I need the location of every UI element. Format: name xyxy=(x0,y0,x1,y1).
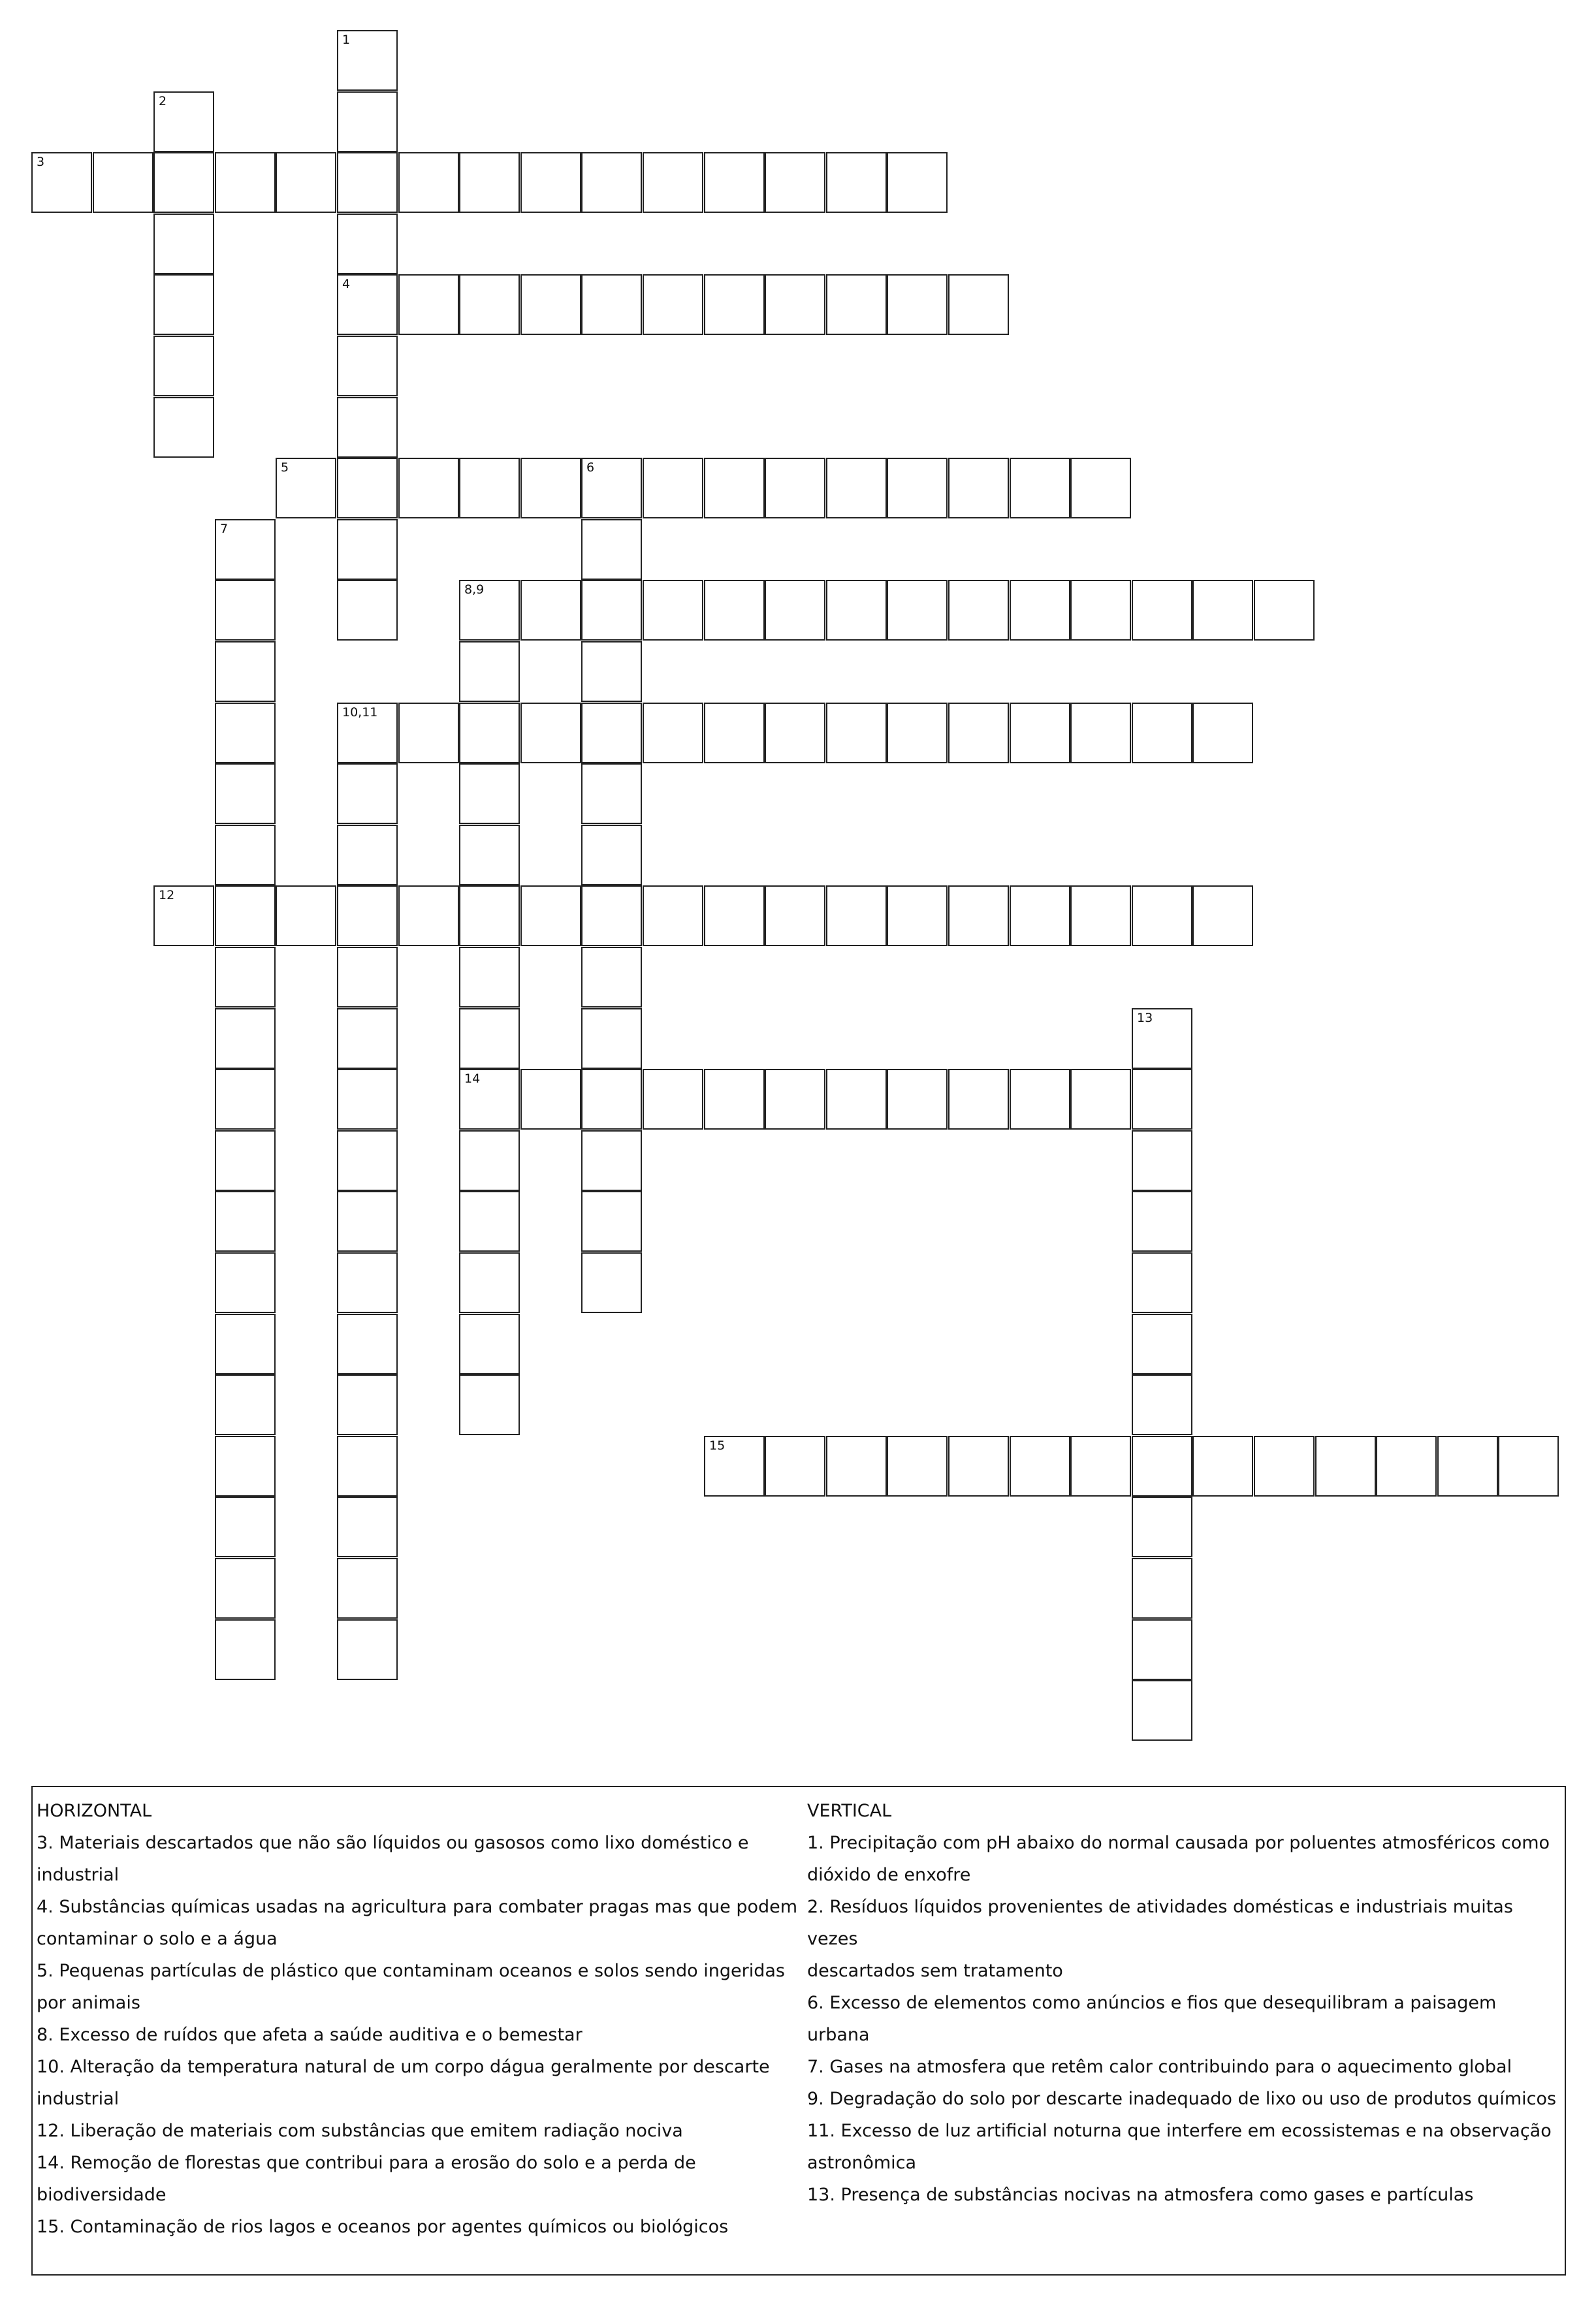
grid-cell[interactable] xyxy=(337,1252,398,1313)
grid-cell[interactable] xyxy=(337,825,398,885)
grid-cell[interactable] xyxy=(93,152,153,213)
grid-cell[interactable] xyxy=(276,152,336,213)
grid-cell[interactable] xyxy=(459,1130,520,1191)
grid-cell[interactable] xyxy=(643,885,703,946)
grid-cell[interactable] xyxy=(948,274,1009,335)
grid-cell[interactable] xyxy=(948,703,1009,763)
grid-cell[interactable] xyxy=(1070,580,1131,641)
clue-line: dióxido de enxofre xyxy=(807,1865,971,1885)
grid-cell[interactable] xyxy=(459,1008,520,1069)
grid-cell[interactable] xyxy=(581,152,642,213)
clue-number: 5 xyxy=(281,460,289,475)
grid-cell[interactable] xyxy=(765,885,825,946)
grid-cell[interactable] xyxy=(215,1619,276,1680)
grid-cell[interactable] xyxy=(1132,1191,1192,1252)
grid-cell[interactable] xyxy=(459,152,520,213)
grid-cell[interactable] xyxy=(581,763,642,824)
grid-cell[interactable] xyxy=(337,1497,398,1557)
grid-cell[interactable] xyxy=(1070,885,1131,946)
grid-cell[interactable] xyxy=(520,458,581,518)
grid-cell[interactable] xyxy=(215,825,276,885)
grid-cell[interactable] xyxy=(887,458,948,518)
grid-cell[interactable] xyxy=(459,1314,520,1374)
grid-cell[interactable] xyxy=(1132,580,1192,641)
grid-cell[interactable] xyxy=(704,1069,765,1130)
grid-cell[interactable] xyxy=(581,580,642,641)
grid-cell[interactable] xyxy=(948,580,1009,641)
grid-cell[interactable] xyxy=(153,397,214,458)
grid-cell[interactable] xyxy=(459,825,520,885)
grid-cell[interactable] xyxy=(765,703,825,763)
grid-cell[interactable] xyxy=(215,1436,276,1497)
grid-cell[interactable] xyxy=(765,1069,825,1130)
grid-cell[interactable] xyxy=(765,458,825,518)
grid-cell[interactable] xyxy=(1254,1436,1315,1497)
grid-cell[interactable] xyxy=(581,825,642,885)
grid-cell[interactable] xyxy=(887,885,948,946)
grid-cell[interactable] xyxy=(276,885,336,946)
grid-cell[interactable] xyxy=(1132,885,1192,946)
clue-line: 9. Degradação do solo por descarte inadequado de lixo ou uso de produtos químicos xyxy=(807,2089,1557,2109)
grid-cell[interactable] xyxy=(826,1436,887,1497)
grid-cell[interactable] xyxy=(459,274,520,335)
grid-cell[interactable] xyxy=(1315,1436,1376,1497)
grid-cell[interactable] xyxy=(1192,580,1253,641)
grid-cell[interactable] xyxy=(337,1069,398,1130)
clue-line: 6. Excesso de elementos como anúncios e fios que desequilibram a paisagem urbana xyxy=(807,1993,1497,2045)
clue-line: biodiversidade xyxy=(37,2185,167,2205)
grid-cell[interactable] xyxy=(215,947,276,1008)
grid-cell[interactable] xyxy=(215,152,276,213)
clue-line: 1. Precipitação com pH abaixo do normal causada por poluentes atmosféricos como xyxy=(807,1833,1550,1853)
clue-line: 13. Presença de substâncias nocivas na atmosfera como gases e partículas xyxy=(807,2185,1474,2205)
grid-cell[interactable] xyxy=(826,1069,887,1130)
grid-cell[interactable] xyxy=(1132,1130,1192,1191)
grid-cell[interactable] xyxy=(1010,580,1070,641)
clue-number: 8,9 xyxy=(464,582,485,597)
grid-cell[interactable] xyxy=(337,763,398,824)
grid-cell[interactable] xyxy=(153,152,214,213)
grid-cell[interactable] xyxy=(887,152,948,213)
grid-cell[interactable] xyxy=(704,703,765,763)
grid-cell[interactable] xyxy=(765,274,825,335)
grid-cell[interactable] xyxy=(581,947,642,1008)
grid-cell[interactable] xyxy=(826,580,887,641)
grid-cell[interactable] xyxy=(581,458,642,518)
grid-cell[interactable] xyxy=(520,274,581,335)
grid-cell[interactable] xyxy=(215,1069,276,1130)
grid-cell[interactable] xyxy=(643,152,703,213)
grid-cell[interactable] xyxy=(337,1558,398,1619)
grid-cell[interactable] xyxy=(215,641,276,702)
clue-line: descartados sem tratamento xyxy=(807,1961,1063,1981)
clue-line: 11. Excesso de luz artificial noturna que interfere em ecossistemas e na observação xyxy=(807,2121,1552,2141)
grid-cell[interactable] xyxy=(337,519,398,580)
grid-cell[interactable] xyxy=(459,641,520,702)
grid-cell[interactable] xyxy=(704,152,765,213)
grid-cell[interactable] xyxy=(215,1497,276,1557)
grid-cell[interactable] xyxy=(1070,1436,1131,1497)
grid-cell[interactable] xyxy=(581,1191,642,1252)
grid-cell[interactable] xyxy=(704,580,765,641)
grid-cell[interactable] xyxy=(337,1374,398,1435)
grid-cell[interactable] xyxy=(1498,1436,1559,1497)
grid-cell[interactable] xyxy=(643,703,703,763)
grid-cell[interactable] xyxy=(459,763,520,824)
grid-cell[interactable] xyxy=(398,152,459,213)
grid-cell[interactable] xyxy=(215,1191,276,1252)
grid-cell[interactable] xyxy=(1192,885,1253,946)
grid-cell[interactable] xyxy=(398,458,459,518)
grid-cell[interactable] xyxy=(459,703,520,763)
grid-cell[interactable] xyxy=(1376,1436,1437,1497)
grid-cell[interactable] xyxy=(1437,1436,1498,1497)
grid-cell[interactable] xyxy=(337,1436,398,1497)
grid-cell[interactable] xyxy=(153,885,214,946)
grid-cell[interactable] xyxy=(1010,703,1070,763)
grid-cell[interactable] xyxy=(520,1069,581,1130)
clue-box xyxy=(31,1786,1566,2276)
horizontal-clues xyxy=(37,1795,801,2243)
grid-cell[interactable] xyxy=(581,703,642,763)
grid-cell[interactable] xyxy=(948,885,1009,946)
grid-cell[interactable] xyxy=(887,274,948,335)
grid-cell[interactable] xyxy=(215,763,276,824)
grid-cell[interactable] xyxy=(581,1069,642,1130)
grid-cell[interactable] xyxy=(704,885,765,946)
grid-cell[interactable] xyxy=(643,458,703,518)
grid-cell[interactable] xyxy=(887,1069,948,1130)
grid-cell[interactable] xyxy=(337,580,398,641)
grid-cell[interactable] xyxy=(826,885,887,946)
clue-number: 15 xyxy=(709,1438,726,1453)
vertical-heading: VERTICAL xyxy=(807,1801,892,1821)
grid-cell[interactable] xyxy=(337,274,398,335)
grid-cell[interactable] xyxy=(153,91,214,152)
grid-cell[interactable] xyxy=(215,1314,276,1374)
grid-cell[interactable] xyxy=(459,580,520,641)
clue-line: industrial xyxy=(37,1865,120,1885)
clue-number: 4 xyxy=(342,277,351,291)
grid-cell[interactable] xyxy=(398,885,459,946)
grid-cell[interactable] xyxy=(1070,458,1131,518)
grid-cell[interactable] xyxy=(581,274,642,335)
grid-cell[interactable] xyxy=(704,458,765,518)
clue-number: 12 xyxy=(159,888,175,902)
grid-cell[interactable] xyxy=(1254,580,1315,641)
grid-cell[interactable] xyxy=(581,1130,642,1191)
grid-cell[interactable] xyxy=(826,152,887,213)
grid-cell[interactable] xyxy=(459,947,520,1008)
grid-cell[interactable] xyxy=(1070,1069,1131,1130)
clue-line: 8. Excesso de ruídos que afeta a saúde auditiva e o bemestar xyxy=(37,2025,583,2045)
grid-cell[interactable] xyxy=(1132,703,1192,763)
grid-cell[interactable] xyxy=(1132,1558,1192,1619)
grid-cell[interactable] xyxy=(215,703,276,763)
grid-cell[interactable] xyxy=(948,458,1009,518)
grid-cell[interactable] xyxy=(398,274,459,335)
grid-cell[interactable] xyxy=(826,703,887,763)
grid-cell[interactable] xyxy=(826,274,887,335)
grid-cell[interactable] xyxy=(581,641,642,702)
grid-cell[interactable] xyxy=(215,1252,276,1313)
clue-line: 7. Gases na atmosfera que retêm calor contribuindo para o aquecimento global xyxy=(807,2057,1512,2077)
grid-cell[interactable] xyxy=(215,1130,276,1191)
clue-line: 5. Pequenas partículas de plástico que contaminam oceanos e solos sendo ingeridas xyxy=(37,1961,785,1981)
clue-number: 6 xyxy=(586,460,595,475)
grid-cell[interactable] xyxy=(887,580,948,641)
grid-cell[interactable] xyxy=(459,1069,520,1130)
grid-cell[interactable] xyxy=(1132,1008,1192,1069)
clue-line: contaminar o solo e a água xyxy=(37,1929,278,1949)
grid-cell[interactable] xyxy=(337,1191,398,1252)
grid-cell[interactable] xyxy=(153,214,214,274)
grid-cell[interactable] xyxy=(765,152,825,213)
grid-cell[interactable] xyxy=(1192,1436,1253,1497)
grid-cell[interactable] xyxy=(1132,1497,1192,1557)
grid-cell[interactable] xyxy=(337,1619,398,1680)
grid-cell[interactable] xyxy=(31,152,92,213)
grid-cell[interactable] xyxy=(520,152,581,213)
grid-cell[interactable] xyxy=(215,580,276,641)
grid-cell[interactable] xyxy=(215,1558,276,1619)
clue-number: 3 xyxy=(37,155,45,169)
clue-number: 7 xyxy=(220,522,229,536)
grid-cell[interactable] xyxy=(581,885,642,946)
grid-cell[interactable] xyxy=(215,1374,276,1435)
grid-cell[interactable] xyxy=(337,336,398,396)
grid-cell[interactable] xyxy=(1132,1069,1192,1130)
grid-cell[interactable] xyxy=(337,152,398,213)
clue-line: 3. Materiais descartados que não são líquidos ou gasosos como lixo doméstico e xyxy=(37,1833,749,1853)
grid-cell[interactable] xyxy=(337,1314,398,1374)
grid-cell[interactable] xyxy=(276,458,336,518)
grid-cell[interactable] xyxy=(337,214,398,274)
grid-cell[interactable] xyxy=(887,703,948,763)
grid-cell[interactable] xyxy=(1132,1314,1192,1374)
grid-cell[interactable] xyxy=(398,703,459,763)
grid-cell[interactable] xyxy=(337,703,398,763)
grid-cell[interactable] xyxy=(826,458,887,518)
grid-cell[interactable] xyxy=(948,1436,1009,1497)
grid-cell[interactable] xyxy=(1010,1069,1070,1130)
grid-cell[interactable] xyxy=(643,274,703,335)
grid-cell[interactable] xyxy=(1010,1436,1070,1497)
grid-cell[interactable] xyxy=(337,885,398,946)
clue-line: industrial xyxy=(37,2089,120,2109)
clue-line: astronômica xyxy=(807,2153,917,2173)
grid-cell[interactable] xyxy=(1070,703,1131,763)
grid-cell[interactable] xyxy=(337,947,398,1008)
clue-number: 14 xyxy=(464,1071,481,1086)
grid-cell[interactable] xyxy=(765,1436,825,1497)
grid-cell[interactable] xyxy=(887,1436,948,1497)
clue-line: 4. Substâncias químicas usadas na agricultura para combater pragas mas que podem xyxy=(37,1897,798,1917)
clue-line: 15. Contaminação de rios lagos e oceanos por agentes químicos ou biológicos xyxy=(37,2217,729,2237)
grid-cell[interactable] xyxy=(337,397,398,458)
grid-cell[interactable] xyxy=(704,274,765,335)
grid-cell[interactable] xyxy=(337,458,398,518)
grid-cell[interactable] xyxy=(1132,1436,1192,1497)
grid-cell[interactable] xyxy=(337,1130,398,1191)
horizontal-heading: HORIZONTAL xyxy=(37,1801,152,1821)
grid-cell[interactable] xyxy=(1132,1680,1192,1741)
grid-cell[interactable] xyxy=(1132,1252,1192,1313)
grid-cell[interactable] xyxy=(1010,458,1070,518)
clue-number: 10,11 xyxy=(342,705,378,720)
vertical-clues xyxy=(807,1795,1558,2211)
grid-cell[interactable] xyxy=(704,1436,765,1497)
clue-number: 1 xyxy=(342,33,351,47)
grid-cell[interactable] xyxy=(1192,703,1253,763)
grid-cell[interactable] xyxy=(153,274,214,335)
grid-cell[interactable] xyxy=(581,1252,642,1313)
grid-cell[interactable] xyxy=(643,580,703,641)
clue-line: 10. Alteração da temperatura natural de um corpo dágua geralmente por descarte xyxy=(37,2057,770,2077)
grid-cell[interactable] xyxy=(765,580,825,641)
grid-cell[interactable] xyxy=(581,1008,642,1069)
clue-line: por animais xyxy=(37,1993,140,2013)
grid-cell[interactable] xyxy=(520,703,581,763)
grid-cell[interactable] xyxy=(459,458,520,518)
grid-cell[interactable] xyxy=(337,1008,398,1069)
grid-cell[interactable] xyxy=(1010,885,1070,946)
grid-cell[interactable] xyxy=(459,885,520,946)
grid-cell[interactable] xyxy=(215,519,276,580)
grid-cell[interactable] xyxy=(153,336,214,396)
grid-cell[interactable] xyxy=(643,1069,703,1130)
clue-line: 2. Resíduos líquidos provenientes de atividades domésticas e industriais muitas vezes xyxy=(807,1897,1513,1949)
grid-cell[interactable] xyxy=(459,1374,520,1435)
grid-cell[interactable] xyxy=(215,1008,276,1069)
grid-cell[interactable] xyxy=(337,91,398,152)
grid-cell[interactable] xyxy=(459,1191,520,1252)
grid-cell[interactable] xyxy=(1132,1619,1192,1680)
grid-cell[interactable] xyxy=(581,519,642,580)
clue-number: 13 xyxy=(1137,1011,1153,1025)
grid-cell[interactable] xyxy=(215,885,276,946)
grid-cell[interactable] xyxy=(520,885,581,946)
grid-cell[interactable] xyxy=(948,1069,1009,1130)
clue-line: 14. Remoção de florestas que contribui para a erosão do solo e a perda de xyxy=(37,2153,696,2173)
grid-cell[interactable] xyxy=(1132,1374,1192,1435)
grid-cell[interactable] xyxy=(520,580,581,641)
clue-number: 2 xyxy=(159,94,167,108)
grid-cell[interactable] xyxy=(459,1252,520,1313)
grid-cell[interactable] xyxy=(337,30,398,91)
clue-line: 12. Liberação de materiais com substâncias que emitem radiação nociva xyxy=(37,2121,683,2141)
